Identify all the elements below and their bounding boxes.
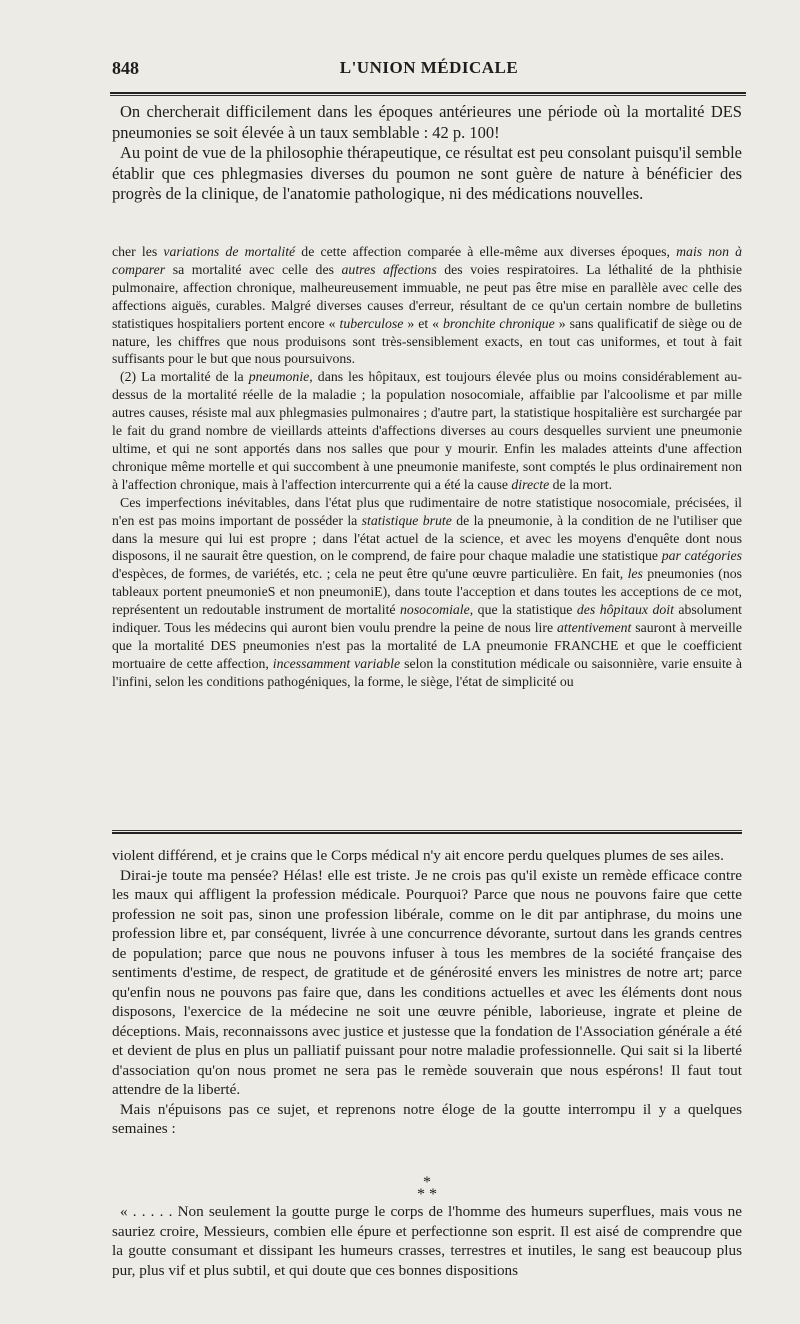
feuilleton-paragraph-1: violent différend, et je crains que le Corps médical n'y ait encore perdu quelques plumes de ses ailes. <box>112 847 724 864</box>
page-header <box>112 58 746 82</box>
feuilleton-paragraph-2: Dirai-je toute ma pensée? Hélas! elle est triste. Je ne crois pas qu'il existe un remède efficace contre les maux qui affligent la profession médicale. Pourquoi? Parce que nous ne pouvons faire que cette profession ne soit pas, sinon une profession libérale, comme on le dit par antiphrase, du moins une profession libre et, par conséquent, livrée à une concurrence dévorante, surtout dans les grands centres de population; parce que nous ne pouvons infuser à tous les membres de la société française des sentiments d'estime, de respect, de gratitude et de générosité envers les ministres de notre art; parce qu'enfin nous ne pouvons pas faire que, dans les conditions actuelles et avec les éléments dont nous disposons, l'exercice de la médecine ne soit une œuvre pénible, laborieuse, ingrate et pleine de déceptions. Mais, reconnaissons avec justice et justesse que la fondation de l'Association générale a été et devient de plus en plus un palliatif puissant pour notre maladie professionnelle. Qui sait si la liberté d'association qu'on nous promet ne sera pas le remède souverain que nous espérons! Il faut tout attendre de la liberté. <box>112 866 742 1098</box>
page-number: 848 <box>112 58 139 78</box>
footnote-1-continuation: cher les variations de mortalité de cette affection comparée à elle-même aux diverses époques, mais non à comparer sa mortalité avec celle des autres affections des voies respiratoires. La léthalité de la phthisie pulmonaire, affection chronique, malheureusement immuable, ne peut pas être mise en parallèle avec celle des affections aiguës, curables. Malgré diverses causes d'erreur, résultant de ce qu'un certain nombre de bulletins statistiques hospitaliers portent encore « tuberculose » et « bronchite chronique » sans qualificatif de siège ou de nature, les chiffres que nous produisons sont très-sensiblement exacts, en tout cas uniformes, et tout à fait suffisants pour le but que nous poursuivons. <box>112 244 743 367</box>
footnote-2-paragraph-2: Ces imperfections inévitables, dans l'état plus que rudimentaire de notre statistique nosocomiale, précisées, il n'en est pas moins important de posséder la statistique brute de la pneumonie, à la condition de ne l'utiliser que dans la mesure qui lui est propre ; dans l'état actuel de la science, et avec les moyens d'enquête dont nous disposons, il ne saurait être question, on le comprend, de faire pour chaque maladie une statistique par catégories d'espèces, de formes, de variétés, etc. ; cela ne peut être qu'une œuvre particulière. En fait, les pneumonies (nos tableaux portent pneumonieS et non pneumoniE), dans toute l'acception et dans toutes les acceptions de ce mot, représentent un redoutable instrument de mortalité nosocomiale, que la statistique des hôpitaux doit absolument indiquer. Tous les médecins qui auront bien voulu prendre la peine de nous lire attentivement sauront à merveille que la mortalité DES pneumonies n'est pas la mortalité de LA pneumonie FRANCHE et que le coefficient mortuaire de cette affection, incessamment variable selon la constitution médicale ou saisonnière, varie ensuite à l'infini, selon les conditions pathogéniques, la forme, le siège, l'état de simplicité ou <box>112 494 743 689</box>
intro-paragraph-1: On chercherait difficilement dans les époques antérieures une période où la mortalité DES pneumonies se soit élevée à un taux semblable : 42 p. 100! <box>112 102 742 142</box>
asterism: * * * <box>417 1174 437 1203</box>
intro-section <box>112 102 742 205</box>
footnotes-section <box>112 243 742 691</box>
quote-paragraph: « . . . . . Non seulement la goutte purge le corps de l'homme des humeurs superflues, mais vous ne sauriez croire, Messieurs, combien elle épure et perfectionne son esprit. Il est aisé de comprendre que la goutte consumant et dissipant les humeurs crasses, terrestres et inutiles, le sang est beaucoup plus pur, plus vif et plus subtil, et qui doute que ces bonnes dispositions <box>112 1203 742 1279</box>
running-title: L'UNION MÉDICALE <box>339 58 519 77</box>
footnote-2: (2) La mortalité de la pneumonie, dans les hôpitaux, est toujours élevée plus ou moins considérablement au-dessus de la mortalité réelle de la maladie ; la population nosocomiale, affaiblie par l'alcoolisme et par mille autres causes, résiste mal aux phlegmasies pulmonaires ; d'autre part, la statistique hospitalière est surchargée par le fait du grand nombre de vieillards atteints d'affections diverses au cours desquelles survient une pneumonie ultime, et qui ne sont apportés dans nos salles que pour y mourir. Enfin les malades atteints d'une affection chronique même mortelle et qui succombent à une pneumonie manifeste, sont comptés le plus ordinairement non à l'affection chronique, mais à l'affection intercurrente qui a été la cause directe de la mort. <box>112 369 743 492</box>
feuilleton-paragraph-3: Mais n'épuisons pas ce sujet, et reprenons notre éloge de la goutte interrompu il y a quelques semaines : <box>112 1100 742 1137</box>
header-rule <box>110 92 746 96</box>
quote-section <box>112 1202 742 1280</box>
feuilleton-section <box>112 846 742 1139</box>
intro-paragraph-2: Au point de vue de la philosophie thérapeutique, ce résultat est peu consolant puisqu'il semble établir que ces phlegmasies diverses du poumon ne sont guère de nature à bénéficier des progrès de la clinique, de l'anatomie pathologique, ni des médications nouvelles. <box>112 143 742 203</box>
feuilleton-separator-rule <box>112 830 742 834</box>
